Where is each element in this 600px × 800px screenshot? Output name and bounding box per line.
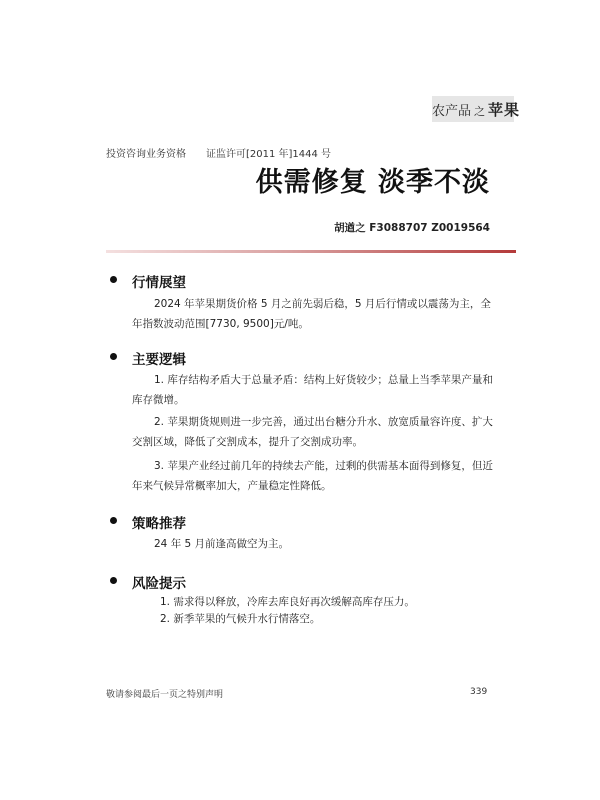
logic-paragraph-2: 2. 苹果期货规则进一步完善，通过出台糖分升水、放宽质量容许度、扩大交割区域，降低了交割成本，提升了交割成功率。 <box>132 416 493 448</box>
page-number: 339 <box>470 687 488 697</box>
section-bullet-icon <box>110 353 117 360</box>
qualification-line: 投资咨询业务资格 证监许可[2011 年]1444 号 <box>106 149 332 160</box>
section-bullet-icon <box>110 517 117 524</box>
category-tag <box>432 96 521 122</box>
report-title: 供需修复 淡季不淡 <box>255 167 490 198</box>
section-bullet-icon <box>110 577 117 584</box>
category-prefix: 农产品 <box>432 104 472 119</box>
strategy-paragraph: 24 年 5 月前逢高做空为主。 <box>154 538 290 550</box>
section-bullet-icon <box>110 276 117 283</box>
section-heading-outlook: 行情展望 <box>132 275 186 291</box>
section-heading-strategy: 策略推荐 <box>132 516 186 532</box>
title-divider <box>106 250 516 253</box>
section-heading-logic: 主要逻辑 <box>132 352 186 368</box>
logic-paragraph-3: 3. 苹果产业经过前几年的持续去产能，过剩的供需基本面得到修复，但近年来气候异常概率加大，产量稳定性降低。 <box>132 460 493 492</box>
category-label <box>432 99 521 120</box>
category-join: 之 <box>474 105 486 118</box>
category-name: 苹果 <box>488 101 521 119</box>
section-heading-risk: 风险提示 <box>132 576 186 592</box>
outlook-paragraph: 2024 年苹果期货价格 5 月之前先弱后稳，5 月后行情或以震荡为主，全年指数波动范围[7730, 9500]元/吨。 <box>132 298 491 330</box>
risk-item-1: 1. 需求得以释放，冷库去库良好再次缓解高库存压力。 <box>160 596 415 608</box>
risk-item-2: 2. 新季苹果的气候升水行情落空。 <box>160 613 321 625</box>
logic-paragraph-1: 1. 库存结构矛盾大于总量矛盾：结构上好货较少；总量上当季苹果产量和库存微增。 <box>132 374 493 406</box>
author-line: 胡遒之 F3088707 Z0019564 <box>334 222 490 234</box>
disclaimer-note: 敬请参阅最后一页之特别声明 <box>106 690 224 700</box>
